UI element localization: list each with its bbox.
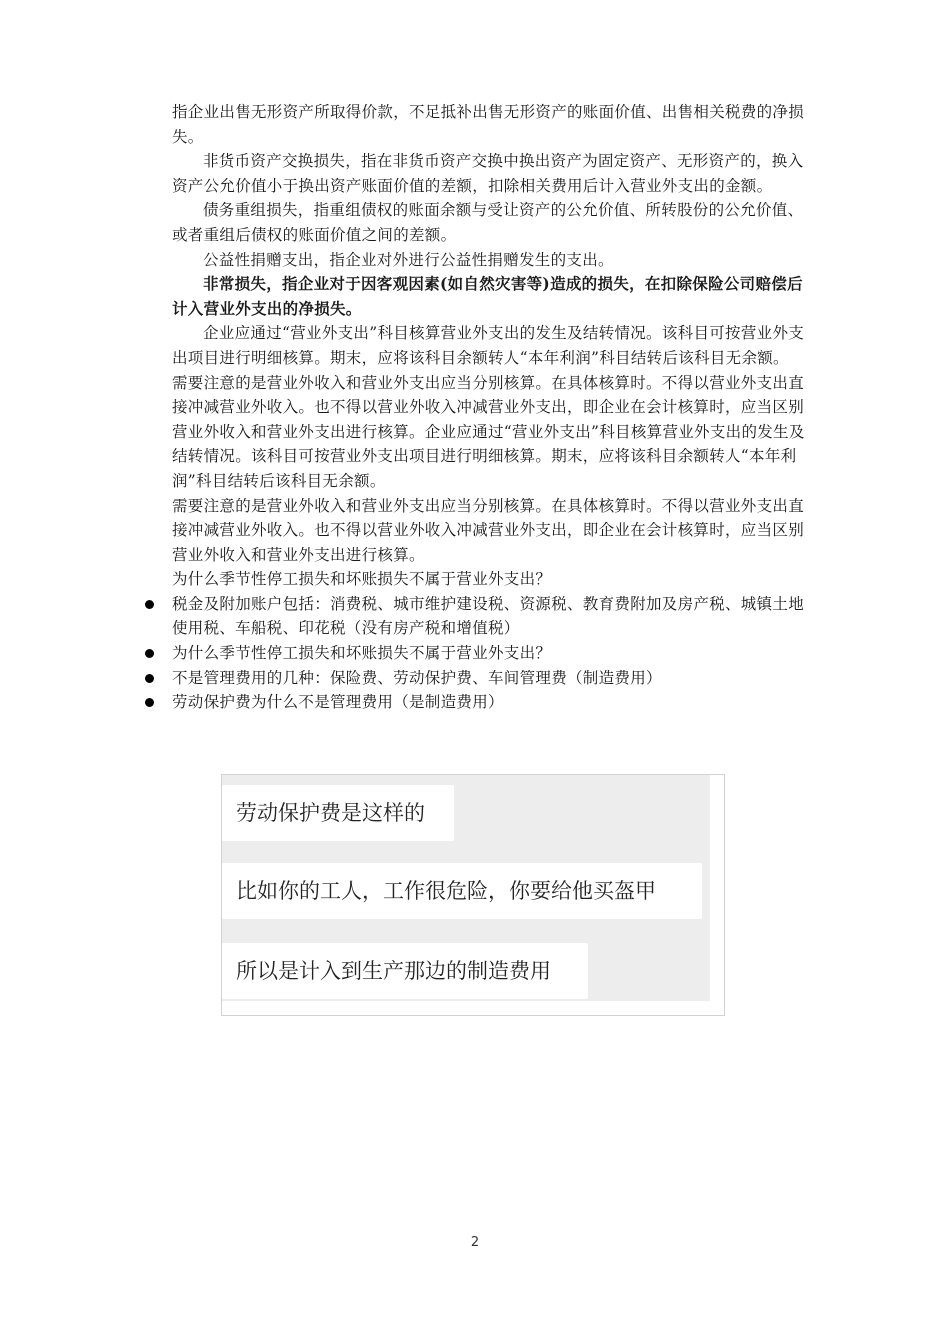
chat-message-bubble: 所以是计入到生产那边的制造费用 [222, 943, 588, 999]
paragraph-extraordinary-loss: 非常损失，指企业对于因客观因素(如自然灾害等)造成的损失，在扣除保险公司赔偿后计入营业外支出的净损失。 [172, 274, 803, 318]
bullet-dot-icon [145, 674, 154, 683]
bullet-text: 税金及附加账户包括：消费税、城市维护建设税、资源税、教育费附加及房产税、城镇土地使用税、车船税、印花税（没有房产税和增值税） [172, 594, 805, 638]
bullet-dot-icon [145, 698, 154, 707]
paragraph-donation-expense: 公益性捐赠支出，指企业对外进行公益性捐赠发生的支出。 [203, 250, 614, 269]
bullet-item [172, 592, 814, 641]
chat-background [222, 775, 710, 1001]
chat-message-bubble: 比如你的工人，工作很危险，你要给他买盔甲 [222, 863, 702, 919]
document-body [172, 100, 814, 715]
paragraph-note-separate-accounting-1: 需要注意的是营业外收入和营业外支出应当分别核算。在具体核算时。不得以营业外支出直接冲减营业外收入。也不得以营业外收入冲减营业外支出，即企业在会计核算时，应当区别营业外收入和营业外支出进行核算。企业应通过“营业外支出”科目核算营业外支出的发生及结转情况。该科目可按营业外支出项目进行明细核算。期末，应将该科目余额转人“本年利润”科目结转后该科目无余额。 [172, 373, 805, 490]
chat-message-bubble: 劳动保护费是这样的 [222, 785, 454, 841]
paragraph-note-separate-accounting-2: 需要注意的是营业外收入和营业外支出应当分别核算。在具体核算时。不得以营业外支出直接冲减营业外收入。也不得以营业外收入冲减营业外支出，即企业在会计核算时，应当区别营业外收入和营业外支出进行核算。 [172, 496, 805, 564]
bullet-item [172, 641, 814, 666]
bullet-text: 不是管理费用的几种：保险费、劳动保护费、车间管理费（制造费用） [172, 668, 662, 687]
page-number: 2 [470, 1235, 480, 1250]
paragraph-debt-restructuring-loss: 债务重组损失，指重组债权的账面余额与受让资产的公允价值、所转股份的公允价值、或者重组后债权的账面价值之间的差额。 [172, 201, 804, 244]
chat-screenshot-image [221, 774, 725, 1016]
bullet-item [172, 666, 814, 691]
bullet-text: 为什么季节性停工损失和坏账损失不属于营业外支出？ [172, 644, 552, 663]
paragraph-nonmonetary-exchange-loss: 非货币资产交换损失，指在非货币资产交换中换出资产为固定资产、无形资产的，换入资产公允价值小于换出资产账面价值的差额，扣除相关费用后计入营业外支出的金额。 [172, 152, 804, 195]
bullet-list [172, 592, 814, 715]
bullet-dot-icon [145, 649, 154, 658]
bullet-text: 劳动保护费为什么不是管理费用（是制造费用） [172, 693, 504, 712]
paragraph-account-accounting: 企业应通过“营业外支出”科目核算营业外支出的发生及结转情况。该科目可按营业外支出项目进行明细核算。期末，应将该科目余额转人“本年利润”科目结转后该科目无余额。 [172, 324, 805, 367]
bullet-item [172, 690, 814, 715]
paragraph-question: 为什么季节性停工损失和坏账损失不属于营业外支出？ [172, 570, 552, 589]
paragraph-intangible-asset-loss: 指企业出售无形资产所取得价款，不足抵补出售无形资产的账面价值、出售相关税费的净损失。 [172, 103, 805, 146]
bullet-dot-icon [145, 600, 154, 609]
